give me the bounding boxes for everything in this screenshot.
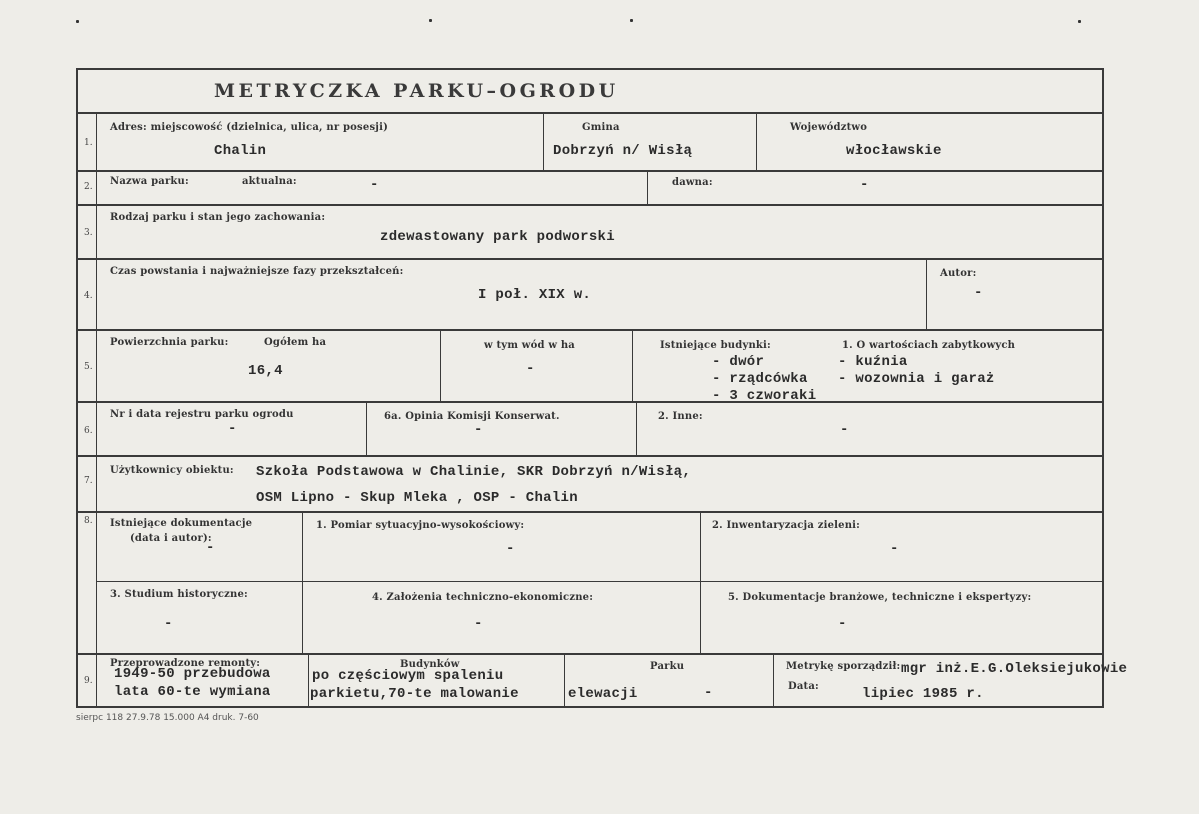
rule — [76, 112, 1104, 114]
inventory-value: - — [890, 541, 899, 557]
area-label: Powierzchnia parku: — [110, 337, 229, 348]
row-number: 2. — [84, 182, 93, 192]
building-item: - kuźnia — [838, 354, 908, 370]
address-value: Chalin — [214, 143, 267, 159]
repairs-line-1: 1949-50 przebudowa — [114, 666, 271, 682]
rule — [76, 511, 1104, 513]
buildings-repairs-label: Budynków — [400, 659, 460, 670]
date-label: Data: — [788, 681, 819, 692]
gmina-label: Gmina — [582, 122, 620, 133]
rule — [76, 455, 1104, 457]
row-number: 7. — [84, 476, 93, 486]
history-label: 3. Studium historyczne: — [110, 589, 248, 600]
row-number: 8. — [84, 516, 93, 526]
origin-value: I poł. XIX w. — [478, 287, 592, 303]
paper-mark — [1078, 20, 1081, 23]
rule — [76, 204, 1104, 206]
other-label: 2. Inne: — [658, 411, 703, 422]
form-frame — [76, 68, 1104, 708]
voivodeship-value: włocławskie — [846, 143, 942, 159]
divider — [543, 112, 544, 170]
rule — [76, 258, 1104, 260]
water-area-label: w tym wód w ha — [484, 340, 575, 351]
divider — [564, 653, 565, 708]
address-label: Adres: miejscowość (dzielnica, ulica, nr posesji) — [110, 122, 389, 133]
buildings-repairs-line-1: po częściowym spaleniu — [312, 668, 504, 684]
rule — [76, 401, 1104, 403]
num-column-divider — [96, 112, 97, 708]
divider — [308, 653, 309, 708]
repairs-label: Przeprowadzone remonty: — [110, 658, 261, 669]
divider — [773, 653, 774, 708]
rule — [76, 329, 1104, 331]
rule — [76, 653, 1104, 655]
other-value: - — [840, 422, 849, 438]
rule — [76, 170, 1104, 172]
divider — [926, 258, 927, 329]
buildings-repairs-line-2: parkietu,70-te malowanie — [310, 686, 519, 702]
prepared-by-value: mgr inż.E.G.Oleksiejukowie — [901, 661, 1128, 677]
users-label: Użytkownicy obiektu: — [110, 465, 234, 476]
paper-mark — [429, 19, 432, 22]
park-repairs-label: Parku — [650, 661, 685, 672]
building-item: - wozownia i garaż — [838, 371, 995, 387]
divider — [632, 329, 633, 401]
row-number: 6. — [84, 426, 93, 436]
current-name-value: - — [370, 177, 379, 193]
repairs-line-2: lata 60-te wymiana — [114, 684, 271, 700]
row-number: 5. — [84, 362, 93, 372]
current-name-label: aktualna: — [242, 176, 297, 187]
former-name-value: - — [860, 177, 869, 193]
divider — [366, 401, 367, 455]
park-type-value: zdewastowany park podworski — [380, 229, 615, 245]
building-item: - dwór — [712, 354, 765, 370]
paper-mark — [630, 19, 633, 22]
row-number: 4. — [84, 291, 93, 301]
date-value: lipiec 1985 r. — [862, 686, 984, 702]
rule — [96, 581, 1104, 582]
area-total-label: Ogółem ha — [264, 337, 327, 348]
divider — [440, 329, 441, 401]
paper-mark — [76, 20, 79, 23]
row-number: 1. — [84, 138, 93, 148]
heritage-label: 1. O wartościach zabytkowych — [842, 340, 1016, 351]
park-name-label: Nazwa parku: — [110, 176, 189, 187]
register-label: Nr i data rejestru parku ogrodu — [110, 409, 294, 420]
users-line-1: Szkoła Podstawowa w Chalinie, SKR Dobrzyń n/Wisłą, — [256, 464, 692, 480]
park-repairs-value: - — [704, 685, 713, 701]
row-number: 9. — [84, 676, 93, 686]
users-line-2: OSM Lipno - Skup Mleka , OSP - Chalin — [256, 490, 578, 506]
opinion-value: - — [474, 422, 483, 438]
tech-econ-value: - — [474, 616, 483, 632]
park-repairs-line-1: elewacji — [568, 686, 638, 702]
form-title: METRYCZKA PARKU–OGRODU — [214, 80, 619, 102]
divider — [636, 401, 637, 455]
survey-value: - — [506, 541, 515, 557]
inventory-label: 2. Inwentaryzacja zieleni: — [712, 520, 861, 531]
divider — [302, 511, 303, 653]
water-area-value: - — [526, 361, 535, 377]
prepared-by-label: Metrykę sporządził: — [786, 661, 901, 672]
author-value: - — [974, 285, 983, 301]
area-total-value: 16,4 — [248, 363, 283, 379]
buildings-label: Istniejące budynki: — [660, 340, 771, 351]
tech-econ-label: 4. Założenia techniczno-ekonomiczne: — [372, 592, 594, 603]
building-item: - 3 czworaki — [712, 388, 817, 404]
register-value: - — [228, 421, 237, 437]
survey-label: 1. Pomiar sytuacyjno-wysokościowy: — [316, 520, 525, 531]
park-type-label: Rodzaj parku i stan jego zachowania: — [110, 212, 326, 223]
history-value: - — [164, 616, 173, 632]
docs-sub-label: (data i autor): — [130, 533, 212, 544]
branch-docs-label: 5. Dokumentacje branżowe, techniczne i ekspertyzy: — [728, 592, 1032, 603]
former-name-label: dawna: — [672, 177, 713, 188]
author-label: Autor: — [940, 268, 977, 279]
docs-value: - — [206, 540, 215, 556]
divider — [756, 112, 757, 170]
branch-docs-value: - — [838, 616, 847, 632]
voivodeship-label: Województwo — [790, 122, 868, 133]
divider — [647, 170, 648, 204]
print-footer: sierpc 118 27.9.78 15.000 A4 druk. 7-60 — [76, 713, 259, 723]
docs-label: Istniejące dokumentacje — [110, 518, 253, 529]
divider — [700, 511, 701, 653]
row-number: 3. — [84, 228, 93, 238]
origin-label: Czas powstania i najważniejsze fazy przekształceń: — [110, 266, 404, 277]
gmina-value: Dobrzyń n/ Wisłą — [553, 143, 693, 159]
opinion-label: 6a. Opinia Komisji Konserwat. — [384, 411, 560, 422]
building-item: - rządcówka — [712, 371, 808, 387]
